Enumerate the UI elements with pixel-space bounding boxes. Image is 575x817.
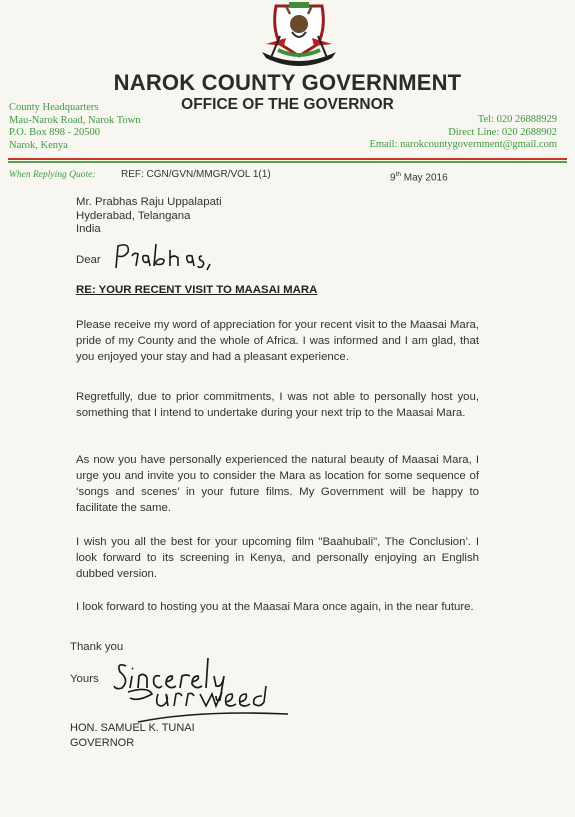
signatory-name: HON. SAMUEL K. TUNAI	[70, 722, 195, 734]
letter-date	[390, 171, 448, 183]
address-line: County Headquarters	[9, 102, 99, 113]
subject-line: RE: YOUR RECENT VISIT TO MAASAI MARA	[76, 284, 318, 296]
office-title: OFFICE OF THE GOVERNOR	[181, 96, 394, 113]
paragraph: Regretfully, due to prior commitments, I was not able to personally host you, something that I intend to undertake during your next trip to the Maasai Mara.	[76, 391, 479, 419]
paragraph: I wish you all the best for your upcoming film "Baahubali", The Conclusion’. I look forward to its screening in Kenya, and personally enjoying an English dubbed version.	[76, 536, 479, 580]
divider-red	[8, 158, 567, 160]
handwritten-recipient-name	[112, 240, 232, 274]
address-line: Mau-Narok Road, Narok Town	[9, 114, 141, 126]
reference-number: REF: CGN/GVN/MMGR/VOL 1(1)	[121, 169, 271, 180]
recipient-line: India	[76, 223, 101, 235]
recipient-address	[76, 196, 479, 237]
contact-line: Direct Line: 020 2688902	[448, 126, 557, 138]
closing-yours: Yours	[70, 673, 99, 685]
contact-block	[369, 114, 557, 152]
signatory-title: GOVERNOR	[70, 737, 135, 749]
address-line: Narok, Kenya	[9, 139, 68, 151]
divider-green	[8, 161, 567, 163]
contact-line: Tel: 020 26888929	[477, 114, 557, 125]
closing-thanks: Thank you	[70, 641, 124, 653]
recipient-line: Hyderabad, Telangana	[76, 209, 191, 222]
reply-label: When Replying Quote:	[9, 170, 96, 180]
paragraph: As now you have personally experienced the natural beauty of Maasai Mara, I urge you and invite you to consider the Mara as location for some sequence of ‘songs and scenes’ in your future films. My Government will be happy to facilitate the same.	[76, 454, 479, 514]
reference-row	[9, 169, 569, 183]
paragraph: I look forward to hosting you at the Maasai Mara once again, in the near future.	[76, 601, 474, 613]
address-line: P.O. Box 898 - 20500	[9, 127, 101, 138]
paragraph: Please receive my word of appreciation for your recent visit to the Maasai Mara, pride of my County and the whole of Africa. I was informed and I am glad, that you enjoyed your stay and had a pleasant experience.	[76, 319, 479, 363]
narok-county-emblem-icon	[258, 0, 340, 66]
address-block	[9, 102, 140, 152]
date-month-year: May 2016	[400, 172, 448, 184]
county-title: NAROK COUNTY GOVERNMENT	[113, 70, 462, 95]
recipient-line: Mr. Prabhas Raju Uppalapati	[76, 196, 222, 208]
contact-line: Email: narokcountygovernment@gmail.com	[369, 139, 557, 150]
salutation: Dear	[76, 254, 101, 266]
date-suffix: th	[395, 171, 401, 178]
date-day: 9	[390, 172, 396, 184]
